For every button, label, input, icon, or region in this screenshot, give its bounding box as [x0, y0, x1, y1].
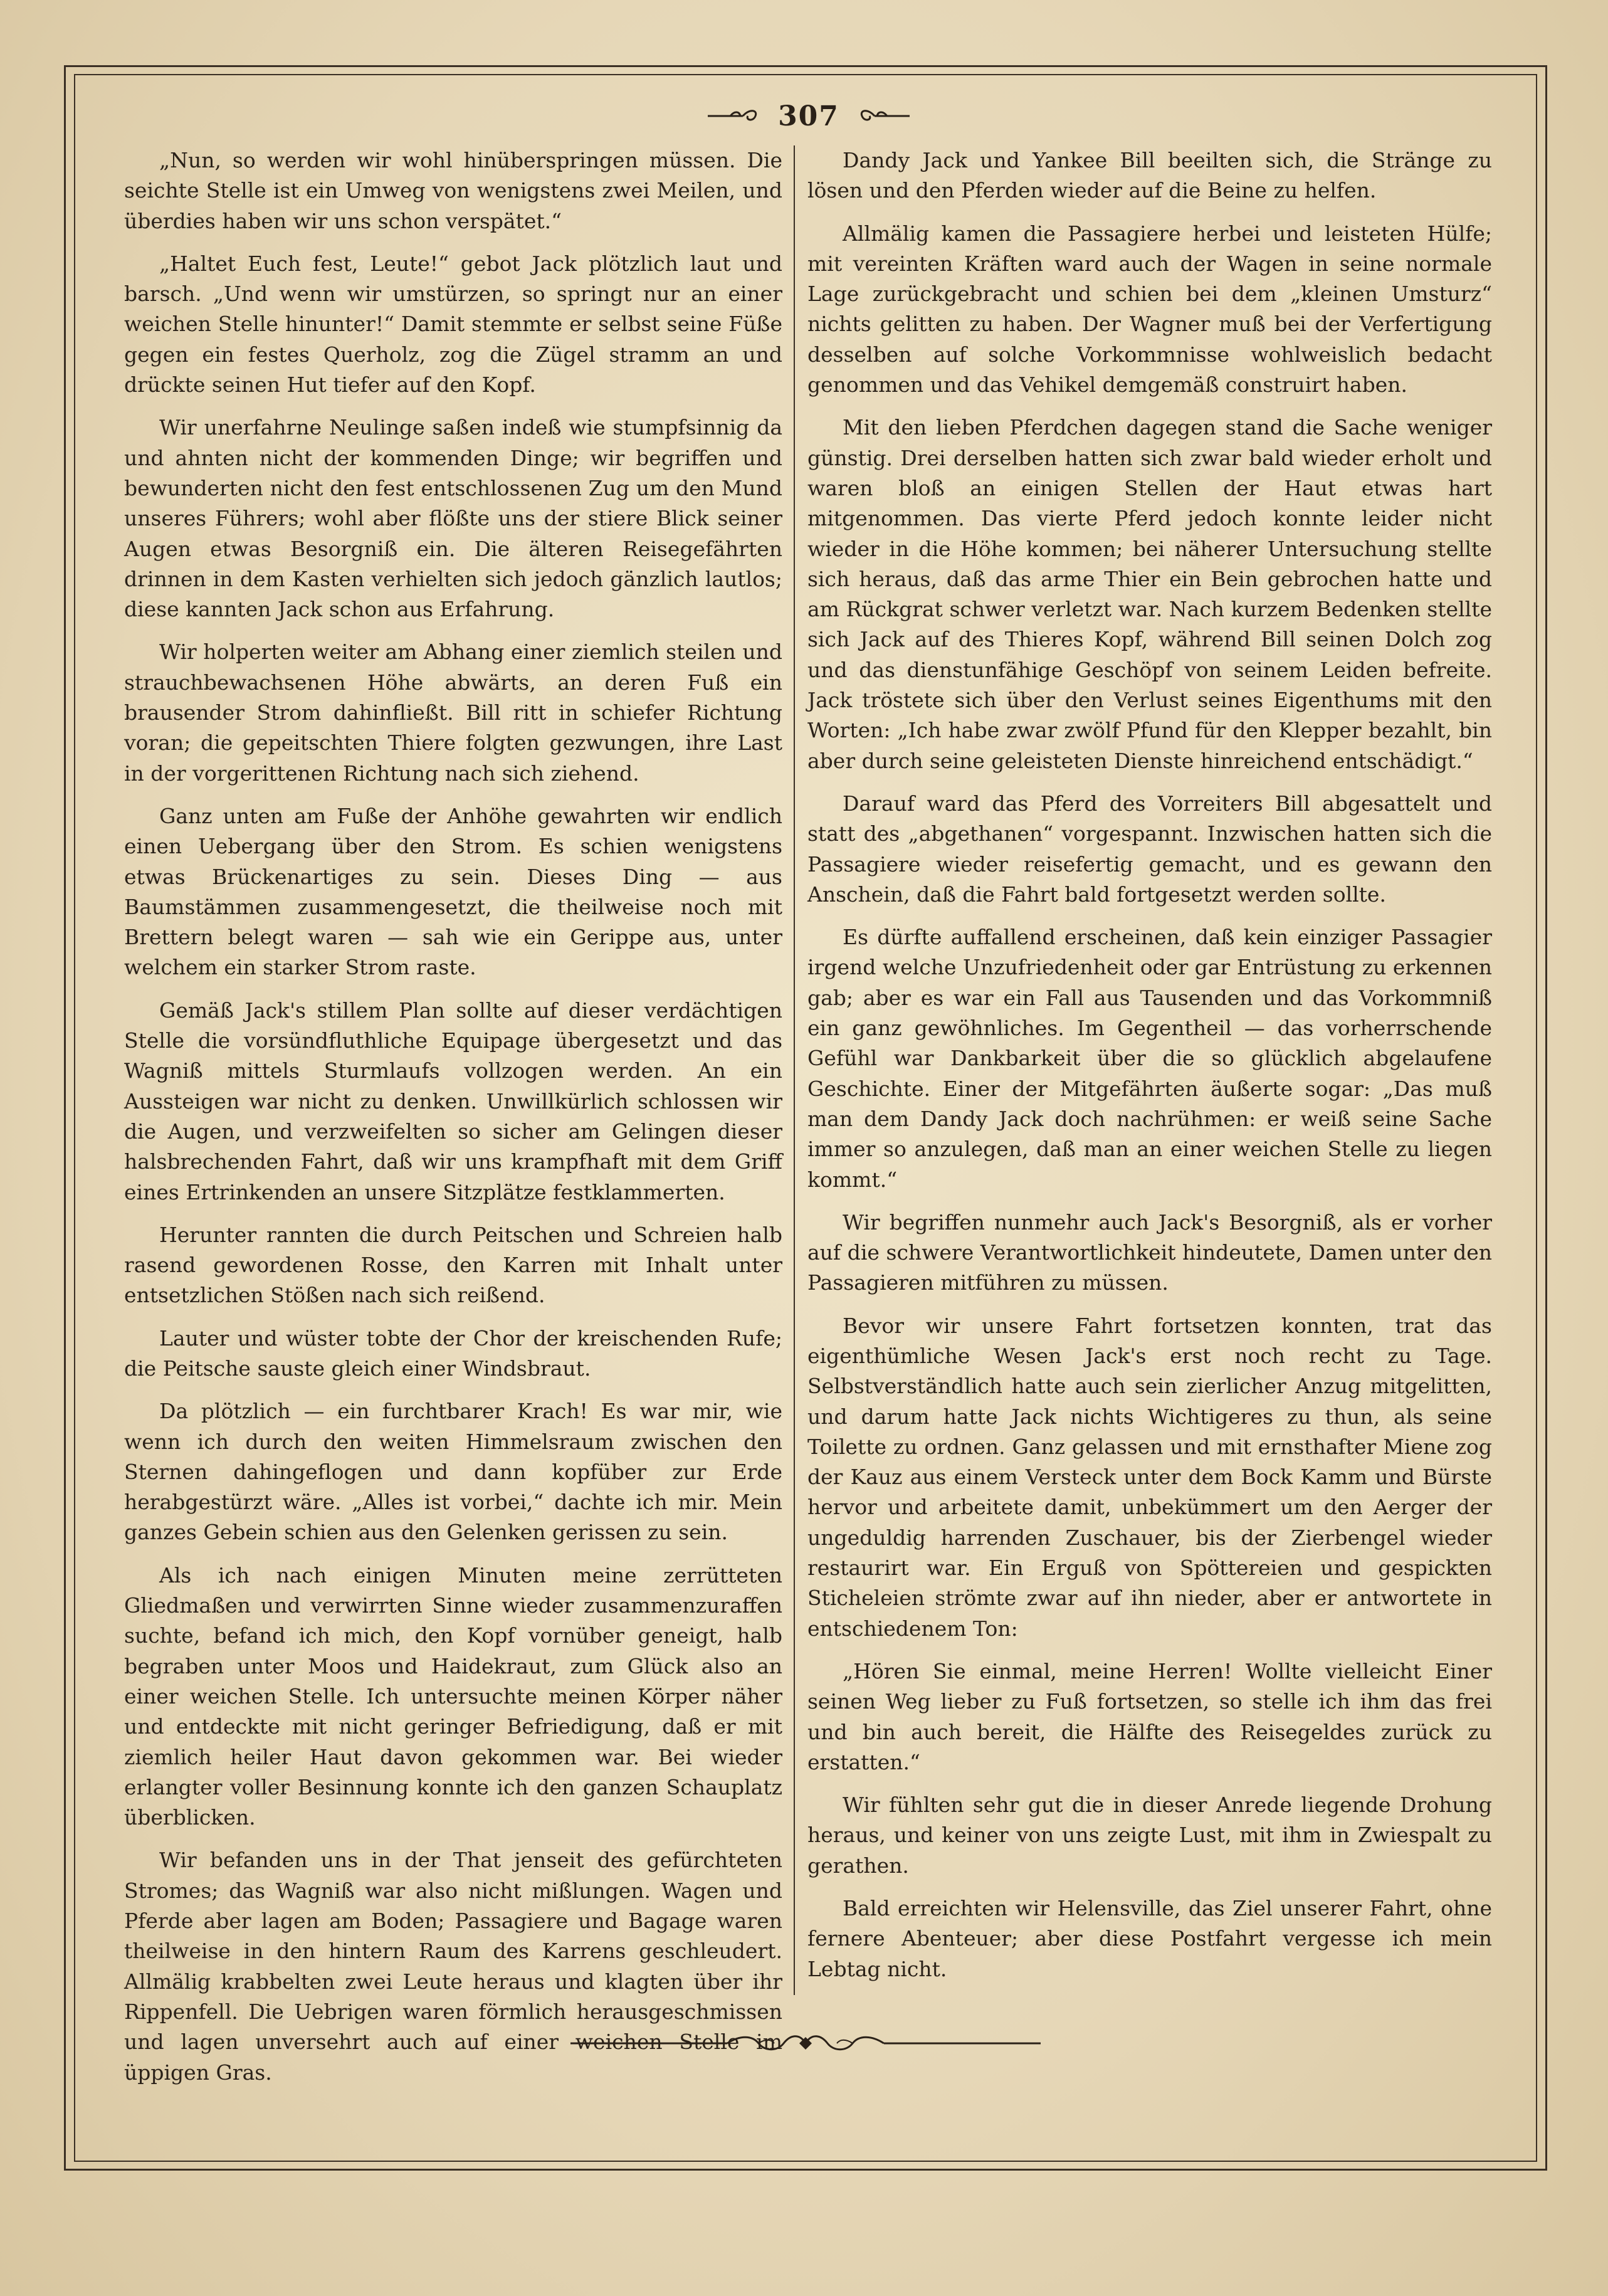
paragraph: Bald erreichten wir Helensville, das Ziel unserer Fahrt, ohne fernere Abenteuer; aber diese Postfahrt vergesse ich mein Lebtag nicht.: [807, 1896, 1492, 1981]
paragraph: Mit den lieben Pferdchen dagegen stand die Sache weniger günstig. Drei derselben hatten sich zwar bald wieder erholt und waren bloß an einigen Stellen der Haut etwas hart mitgenommen. Das vierte Pferd jedoch konnte leider nicht wieder in die Höhe kommen; bei näherer Untersuchung stellte sich heraus, daß das arme Thier ein Bein gebrochen hatte und am Rückgrat schwer verletzt war. Nach kurzem Bedenken stellte sich Jack auf des Thieres Kopf, während Bill seinen Dolch zog und das dienstunfähige Geschöpf von seinem Leiden befreite. Jack tröstete sich über den Verlust seines Eigenthums mit den Worten: „Ich habe zwar zwölf Pfund für den Klepper bezahlt, bin aber durch seine geleisteten Dienste hinreichend entschädigt.“: [807, 415, 1492, 773]
paragraph: Gemäß Jack's stillem Plan sollte auf dieser verdächtigen Stelle die vorsündfluthliche Equipage übergesetzt und das Wagniß mittels Sturmlaufs vollzogen werden. An ein Aussteigen war nicht zu denken. Unwillkürlich schlossen wir die Augen, und verzweifelten so sicher am Gelingen dieser halsbrechenden Fahrt, daß wir uns krampfhaft mit dem Griff eines Ertrinkenden an unsere Sitzplätze festklammerten.: [124, 998, 782, 1204]
paragraph: Lauter und wüster tobte der Chor der kreischenden Rufe; die Peitsche sauste gleich einer Windsbraut.: [124, 1325, 782, 1381]
paragraph: Wir fühlten sehr gut die in dieser Anrede liegende Drohung heraus, und keiner von uns zeigte Lust, mit ihm in Zwiespalt zu gerathen.: [807, 1793, 1492, 1878]
end-ornament: [570, 2028, 1041, 2059]
paragraph: Es dürfte auffallend erscheinen, daß kein einziger Passagier irgend welche Unzufriedenheit oder gar Entrüstung zu erkennen gab; aber es war ein Fall aus Tausenden und das Vorkommniß ein ganz gewöhnliches. Im Gegentheil — das vorherrschende Gefühl war Dankbarkeit über die so glücklich abgelaufene Geschichte. Einer der Mitgefährten äußerte sogar: „Das muß man dem Dandy Jack doch nachrühmen: er weiß seine Sache immer so anzulegen, daß man an einer weichen Stelle zu liegen kommt.“: [807, 925, 1492, 1192]
right-text-column: [807, 145, 1492, 1997]
paragraph: Allmälig kamen die Passagiere herbei und leisteten Hülfe; mit vereinten Kräften ward auch der Wagen in seine normale Lage zurückgebracht und schien bei dem „kleinen Umsturz“ nichts gelitten zu haben. Der Wagner muß bei der Verfertigung desselben auf solche Vorkommnisse wohlweislich bedacht genommen und das Vehikel demgemäß construirt haben.: [807, 221, 1492, 398]
paragraph: Ganz unten am Fuße der Anhöhe gewahrten wir endlich einen Uebergang über den Strom. Es schien wenigstens etwas Brückenartiges zu sein. Dieses Ding — aus Baumstämmen zusammengesetzt, die theilweise noch mit Brettern belegt waren — sah wie ein Gerippe aus, unter welchem ein starker Strom raste.: [124, 803, 782, 980]
page-number: 307: [778, 100, 839, 132]
paragraph: Wir holperten weiter am Abhang einer ziemlich steilen und strauchbewachsenen Höhe abwärts, an deren Fuß ein brausender Strom dahinfließt. Bill ritt in schiefer Richtung voran; die gepeitschten Thiere folgten gezwungen, ihre Last in der vorgerittenen Richtung nach sich ziehend.: [124, 640, 782, 786]
paragraph: „Haltet Euch fest, Leute!“ gebot Jack plötzlich laut und barsch. „Und wenn wir umstürzen, so springt nur an einer weichen Stelle hinunter!“ Damit stemmte er selbst seine Füße gegen ein festes Querholz, zog die Zügel stramm an und drückte seinen Hut tiefer auf den Kopf.: [124, 251, 782, 398]
paragraph: Wir unerfahrne Neulinge saßen indeß wie stumpfsinnig da und ahnten nicht der kommenden Dinge; wir begriffen und bewunderten nicht den fest entschlossenen Zug um den Mund unseres Führers; wohl aber flößte uns der stiere Blick seiner Augen etwas Besorgniß ein. Die älteren Reisegefährten drinnen in dem Kasten verhielten sich jedoch gänzlich lautlos; diese kannten Jack schon aus Erfahrung.: [124, 415, 782, 622]
left-flourish-ornament: [705, 103, 762, 129]
right-flourish-ornament: [856, 103, 912, 129]
paragraph: „Hören Sie einmal, meine Herren! Wollte vielleicht Einer seinen Weg lieber zu Fuß fortsetzen, so stelle ich ihm das frei und bin auch bereit, die Hälfte des Reisegeldes zurück zu erstatten.“: [807, 1658, 1492, 1774]
paragraph: Bevor wir unsere Fahrt fortsetzen konnten, trat das eigenthümliche Wesen Jack's erst noch recht zu Tage. Selbstverständlich hatte auch sein zierlicher Anzug mitgelitten, und darum hatte Jack nichts Wichtigeres zu thun, als seine Toilette zu ordnen. Ganz gelassen und mit ernsthafter Miene zog der Kauz aus einem Versteck unter dem Bock Kamm und Bürste hervor und arbeitete damit, unbekümmert um den Aerger der ungeduldig harrenden Zuschauer, bis der Zierbengel wieder restaurirt war. Ein Erguß von Spöttereien und gespickten Sticheleien strömte zwar auf ihn nieder, aber er antwortete in entschiedenem Ton:: [807, 1313, 1492, 1641]
paragraph: Herunter rannten die durch Peitschen und Schreien halb rasend gewordenen Rosse, den Karren mit Inhalt unter entsetzlichen Stößen nach sich reißend.: [124, 1222, 782, 1308]
paragraph: Wir begriffen nunmehr auch Jack's Besorgniß, als er vorher auf die schwere Verantwortlichkeit hindeutete, Damen unter den Passagieren mitführen zu müssen.: [807, 1209, 1492, 1295]
column-divider: [794, 145, 795, 1995]
left-text-column: [124, 145, 782, 2100]
paragraph: Dandy Jack und Yankee Bill beeilten sich, die Stränge zu lösen und den Pferden wieder auf die Beine zu helfen.: [807, 148, 1492, 203]
paragraph: Da plötzlich — ein furchtbarer Krach! Es war mir, wie wenn ich durch den weiten Himmelsraum zwischen den Sternen dahingeflogen und dann kopfüber zur Erde herabgestürzt wäre. „Alles ist vorbei,“ dachte ich mir. Mein ganzes Gebein schien aus den Gelenken gerissen zu sein.: [124, 1399, 782, 1545]
paragraph: Wir befanden uns in der That jenseit des gefürchteten Stromes; das Wagniß war also nicht mißlungen. Wagen und Pferde aber lagen am Boden; Passagiere und Bagage waren theilweise in den hintern Raum des Karrens geschleudert. Allmälig krabbelten zwei Leute heraus und klagten über ihr Rippenfell. Die Uebrigen waren förmlich herausgeschmissen und lagen unversehrt auch auf einer weichen Stelle im üppigen Gras.: [124, 1848, 782, 2085]
page-header: [690, 88, 928, 144]
paragraph: Darauf ward das Pferd des Vorreiters Bill abgesattelt und statt des „abgethanen“ vorgespannt. Inzwischen hatten sich die Passagiere wieder reisefertig gemacht, und es gewann den Anschein, daß die Fahrt bald fortgesetzt werden sollte.: [807, 791, 1492, 907]
paragraph: Als ich nach einigen Minuten meine zerrütteten Gliedmaßen und verwirrten Sinne wieder zusammenzuraffen suchte, befand ich mich, den Kopf vornüber geneigt, halb begraben unter Moos und Haidekraut, zum Glück also an einer weichen Stelle. Ich untersuchte meinen Körper näher und entdeckte mit nicht geringer Befriedigung, daß er mit ziemlich heiler Haut davon gekommen war. Bei wieder erlangter voller Besinnung konnte ich den ganzen Schauplatz überblicken.: [124, 1562, 782, 1830]
paragraph: „Nun, so werden wir wohl hinüberspringen müssen. Die seichte Stelle ist ein Umweg von wenigstens zwei Meilen, und überdies haben wir uns schon verspätet.“: [124, 148, 782, 233]
